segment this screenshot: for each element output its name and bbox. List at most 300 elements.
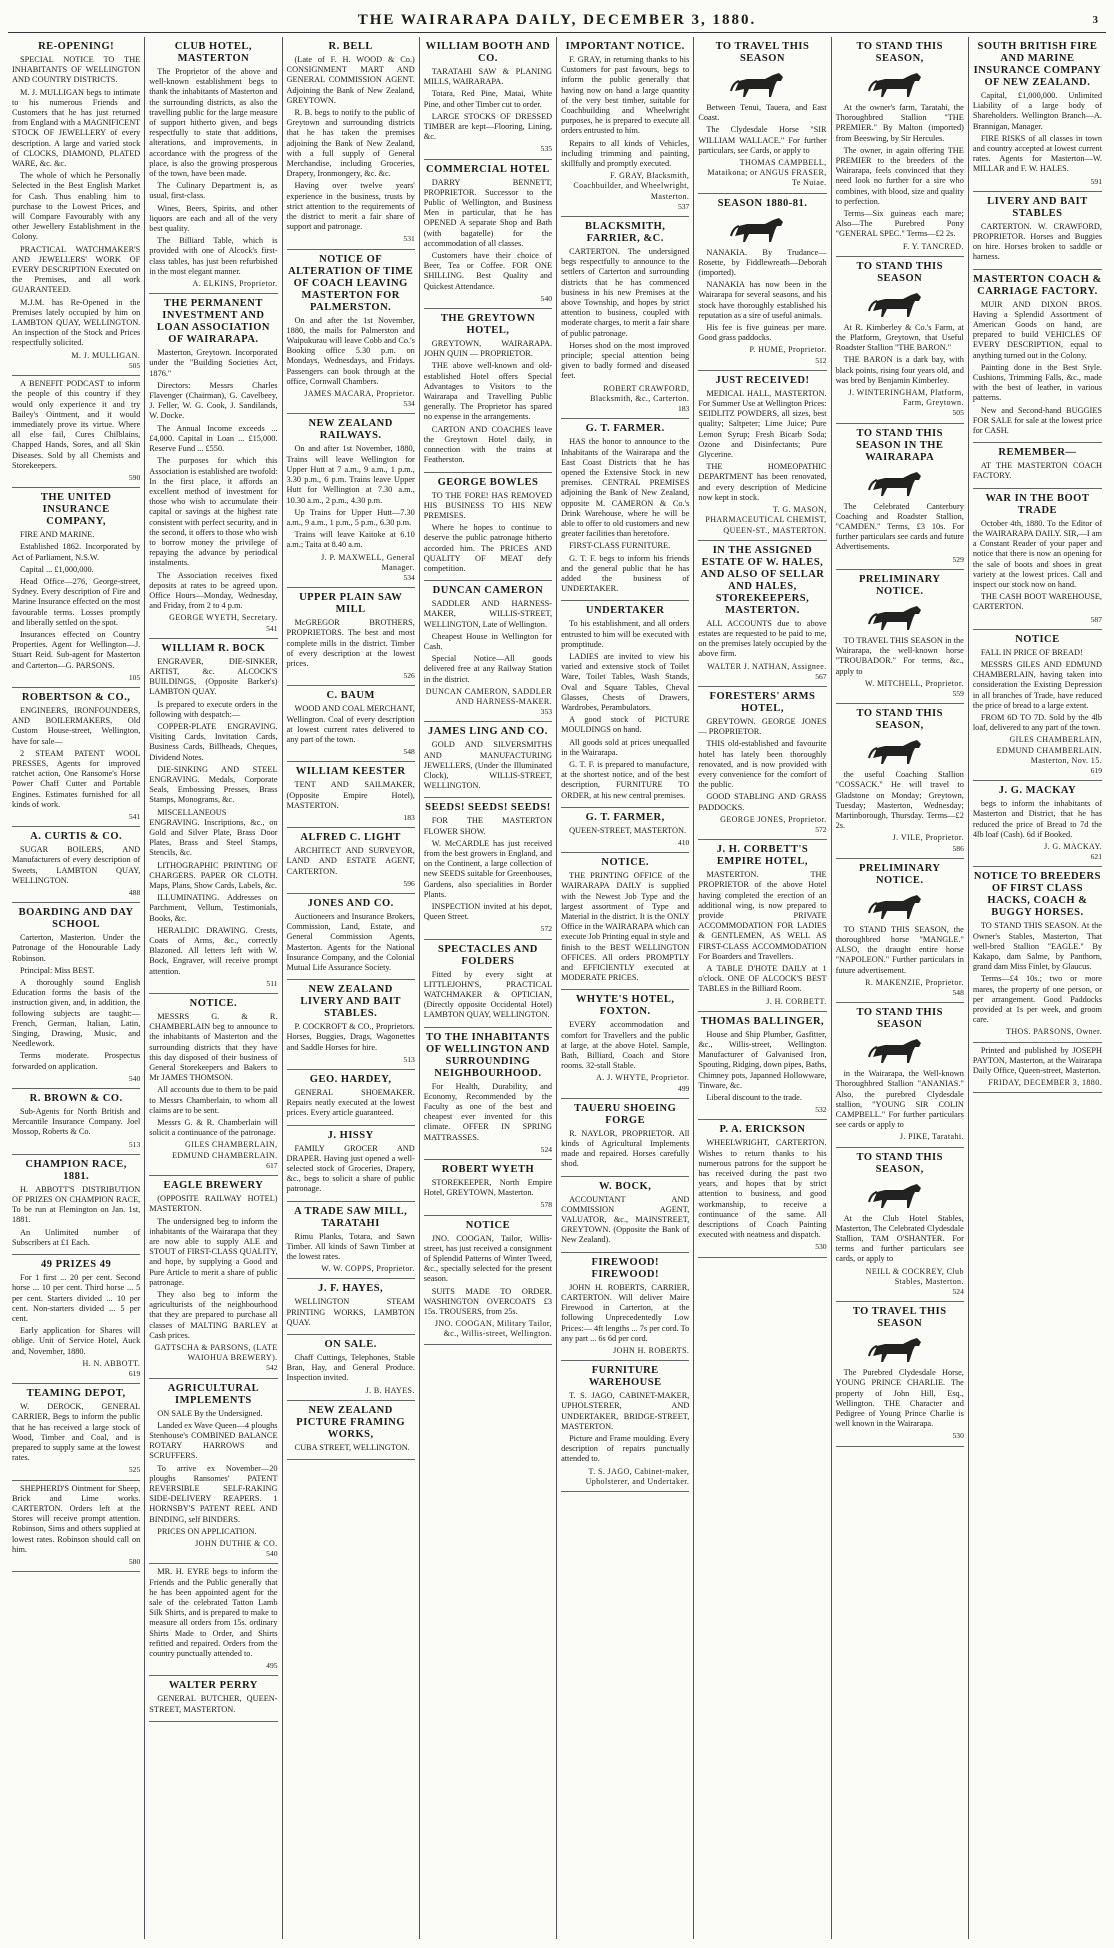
advertisement-heading: R. BELL bbox=[328, 41, 373, 52]
advertisement-text: SUITS MADE TO ORDER. WASHINGTON OVERCOATS £3 15s. TROUSERS, from 25s. bbox=[423, 1286, 553, 1317]
column-7 bbox=[832, 37, 969, 1939]
horse-illustration-icon bbox=[836, 1180, 964, 1210]
advertisement-heading: PRELIMINARY NOTICE. bbox=[858, 573, 941, 597]
advertisement-text: To his establishment, and all orders entrusted to him will be executed with promptitude. bbox=[561, 619, 690, 649]
advertisement-text: Masterton, Greytown. Incorporated under the "Building Societies Act, 1876." bbox=[149, 348, 278, 378]
advertisement bbox=[149, 639, 277, 994]
advertisement-text: in the Wairarapa, the Well-known Thoroughbred Stallion "ANANIAS." Also, the purebred Clydesdale stallion, "YOUNG SIR COLIN CAMPBELL." For further particulars see cards or apply to bbox=[835, 1069, 964, 1130]
advertisement-text: MISCELLANEOUS ENGRAVING. Inscriptions, &c., on Gold and Silver Plate, Brass Door Plates, Brass and Steel Stamps, Stencils, &c. bbox=[149, 807, 278, 858]
advertisement-heading: TEAMING DEPOT, bbox=[26, 1388, 126, 1400]
advertisement bbox=[561, 1177, 689, 1253]
advertisement-text: New and Second-hand BUGGIES FOR SALE for sale at the lowest price for CASH. bbox=[972, 405, 1102, 436]
advertisement-text: FIRE RISKS of all classes in town and country accepted at lowest current rates. Agents for Masterton—W. MILLAR and F. W. HALES. bbox=[972, 133, 1102, 174]
advertisement-text: G. T. F. begs to inform his friends and the general public that he has added the business of UNDERTAKER. bbox=[561, 553, 690, 594]
advertisement-text: October 4th, 1880. To the Editor of the WAIRARAPA DAILY. SIR,—I am a Constant Reader of your paper and notice that there is now an opening for the sale of boots and shoes in great variety at the lowest prices. Call and inspect our stock now on hand. bbox=[972, 518, 1102, 589]
advertisement-text: EVERY accommodation and comfort for Travellers and the public at large, at the above Hotel. Sample, Bath, Billiard, Coach and Store rooms. 32-stall Stable. bbox=[561, 1020, 690, 1071]
column-4 bbox=[420, 37, 557, 1939]
advertisement-signature: GEORGE JONES, Proprietor. bbox=[720, 814, 827, 824]
advertisement-heading: TO STAND THIS SEASON bbox=[856, 260, 943, 284]
advertisement-text: An Unlimited number of Subscribers at £1 Each. bbox=[12, 1227, 141, 1247]
advertisement bbox=[973, 867, 1102, 1042]
advertisement bbox=[12, 688, 140, 827]
advertisement-reference-number: 596 bbox=[403, 878, 415, 888]
advertisement bbox=[424, 1028, 552, 1160]
advertisement-text: W. McCARDLE has just received from the best growers in England, and on the Continent, a large collection of new SEEDS suitable for Greenhouses, Gardens, also specialities in Border Plants. bbox=[423, 838, 553, 899]
advertisement bbox=[698, 1012, 826, 1121]
advertisement-heading: SOUTH BRITISH FIRE AND MARINE INSURANCE COMPANY OF NEW ZEALAND. bbox=[973, 41, 1102, 88]
advertisement-heading: NOTICE. bbox=[601, 857, 649, 869]
advertisement-heading: GEORGE BOWLES bbox=[437, 476, 539, 488]
advertisement-text: The undersigned beg to inform the inhabitants of the Wairarapa that they are now able to supply ALE and STOUT of FIRST-CLASS QUALITY, and hope, by supplying a Good and Pure Article to merit a share of public patronage. bbox=[149, 1216, 278, 1287]
advertisement-signature: J. PIKE, Taratahi. bbox=[899, 1132, 964, 1142]
advertisement-heading: WHYTE'S HOTEL, FOXTON. bbox=[575, 994, 675, 1018]
advertisement-heading: ROBERTSON & CO., bbox=[21, 691, 131, 703]
advertisement-text: FIRE AND MARINE. bbox=[20, 530, 95, 540]
horse-illustration-icon bbox=[836, 1334, 964, 1364]
advertisement-heading: JAMES LING AND CO. bbox=[428, 726, 548, 738]
advertisement-text: House and Ship Plumber, Gasfitter, &c., Willis-street, Wellington. Manufacturer of Galvanised Iron, Spouting, Ridging, down pipes, Baths, Chimney pots, Japanned Hollowware, Tinware, &c. bbox=[698, 1029, 827, 1090]
advertisement-heading: TO STAND THIS SEASON, bbox=[856, 41, 943, 64]
advertisement-heading: WILLIAM KEESTER bbox=[295, 766, 406, 778]
advertisement-text: T. S. JAGO, CABINET-MAKER, UPHOLSTERER, AND UNDERTAKER, BRIDGE-STREET, MASTERTON. bbox=[561, 1391, 690, 1431]
advertisement-signature: T. G. MASON, PHARMACEUTICAL CHEMIST, QUEEN-ST., MASTERTON. bbox=[705, 505, 827, 535]
advertisement-reference-number: 537 bbox=[677, 201, 690, 211]
advertisement-text: PRICES ON APPLICATION. bbox=[157, 1526, 257, 1536]
advertisement-text: F. GRAY, in returning thanks to his Customers for past favours, begs to inform the public generally that having now on hand a large quantity of the very best timber, suitable for Coachbuilding and Wheelwright purposes, he is prepared to execute all orders entrusted to him. bbox=[561, 55, 690, 136]
advertisement-text: FROM 6D TO 7D. Sold by the 4lb loaf, delivered to any part of the town. bbox=[972, 712, 1102, 733]
advertisement-heading: PRELIMINARY NOTICE. bbox=[858, 862, 941, 886]
advertisement bbox=[424, 581, 552, 722]
advertisement-text: TENT AND SAILMAKER, (Opposite Empire Hotel), MASTERTON. bbox=[286, 780, 415, 810]
advertisement-text: TO THE FORE! HAS REMOVED HIS BUSINESS TO HIS NEW PREMISES. bbox=[423, 490, 553, 520]
advertisement-signature: ROBERT CRAWFORD, Blacksmith, &c., Carterton. bbox=[590, 383, 690, 403]
horse-illustration-icon bbox=[698, 69, 826, 99]
advertisement-text: CUBA STREET, WELLINGTON. bbox=[294, 1442, 410, 1452]
advertisement-reference-number: 513 bbox=[128, 1139, 141, 1149]
advertisement-text: For Health, Durability, and Economy, Recommended by the Faculty as one of the best and cheapest ever invented for this climate. OFFER IN SPRING MATTRASSES. bbox=[423, 1081, 553, 1142]
advertisement-reference-number: 353 bbox=[540, 707, 553, 717]
advertisement-heading: TAUERU SHOEING FORGE bbox=[574, 1102, 677, 1126]
advertisement-text: WELLINGTON STEAM PRINTING WORKS, LAMBTON QUAY. bbox=[286, 1297, 415, 1327]
advertisement-text: Cheapest House in Wellington for Cash. bbox=[423, 631, 553, 651]
advertisement-text: A good stock of PICTURE MOULDINGS on hand. bbox=[561, 715, 690, 735]
advertisement-text: Early application for Shares will oblige. Unit of Service Hotel, Auck and, November, 1880. bbox=[12, 1326, 141, 1356]
horse-illustration-icon bbox=[698, 214, 826, 244]
advertisement-signature: J. P. MAXWELL, General Manager. bbox=[321, 552, 415, 572]
advertisement-heading: J. F. HAYES, bbox=[318, 1283, 384, 1295]
advertisement-text: THIS old-established and favourite hotel has lately been thoroughly renovated, and is now provided with every convenience for the comfort of the public. bbox=[698, 739, 827, 790]
advertisement-heading: TO STAND THIS SEASON bbox=[856, 1007, 943, 1031]
advertisement-signature: T. S. JAGO, Cabinet-maker, Upholsterer, and Undertaker. bbox=[585, 1466, 690, 1486]
advertisement-signature: NEILL & COCKREY, Club Stables, Masterton. bbox=[865, 1266, 964, 1286]
advertisement-text: TO STAND THIS SEASON, the thoroughbred horse "MANGLE." ALSO, the draught entire horse "NAPOLEON." Further particulars in future advertisement. bbox=[835, 924, 964, 975]
advertisement bbox=[424, 309, 552, 472]
advertisement bbox=[287, 1401, 415, 1460]
advertisement-signature: J. G. MACKAY. bbox=[1044, 841, 1102, 851]
advertisement-text: MASTERTON. THE PROPRIETOR of the above Hotel having completed the erection of an additional wing, is now prepared to provide PRIVATE ACCOMMODATION FOR LADIES & GENTLEMEN, AS WELL AS FIRST-CLASS ACCOMMODATION For Boarders and Travellers. bbox=[698, 870, 827, 961]
advertisement-text: Messrs G. & R. Chamberlain will solicit a continuance of the patronage. bbox=[149, 1118, 278, 1138]
advertisement-text: STOREKEEPER, North Empire Hotel, GREYTOWN, Masterton. bbox=[423, 1178, 553, 1198]
advertisement-text: FIRST-CLASS FURNITURE. bbox=[569, 541, 671, 551]
advertisement-reference-number: 617 bbox=[266, 1160, 278, 1170]
advertisement-text: Trains will leave Kaitoke at 6.10 a.m.; Taita at 8.40 a.m. bbox=[286, 530, 415, 550]
advertisement-signature: R. MAKENZIE, Proprietor. bbox=[865, 977, 964, 987]
advertisement bbox=[287, 894, 415, 980]
advertisement-text: CARTON AND COACHES leave the Greytown Hotel daily, in connection with the trains at Featherston. bbox=[423, 424, 553, 465]
advertisement-reference-number: 548 bbox=[403, 747, 415, 757]
advertisement-text: McGREGOR BROTHERS, PROPRIETORS. The best and most complete mills in the district. Timber of every description at the lowest prices. bbox=[286, 618, 415, 668]
advertisement bbox=[836, 1302, 964, 1446]
advertisement-text: Picture and Frame moulding. Every description of repairs punctually attended to. bbox=[561, 1433, 690, 1464]
advertisement-text: MESSRS G. & R. CHAMBERLAIN beg to announce to the inhabitants of Masterton and the surrounding districts that they have this day disposed of their business of General Storekeepers and Bakers to Mr JAMES THOMSON. bbox=[149, 1012, 278, 1083]
advertisement-text: P. COCKROFT & CO., Proprietors. Horses, Buggies, Drags, Wagonettes and Saddle Horses for hire. bbox=[286, 1022, 415, 1052]
advertisement-text: JOHN H. ROBERTS, CARRIER, CARTERTON. Will deliver Maire Firewood in Carterton, at the following Unprecedentedly Low Prices:— 4ft lengths ... 7s per cord. To any part ... 6s 6d per cord. bbox=[561, 1282, 690, 1343]
advertisement bbox=[698, 541, 826, 687]
advertisement bbox=[149, 1379, 277, 1565]
advertisement-text: To arrive ex November—20 ploughs Ransomes' PATENT REVERSIBLE SELF-RAKING SIDE-DELIVERY REAPERS. 1 HORNSBY'S PATENT REEL AND BINDING, self BINDERS. bbox=[149, 1463, 278, 1524]
advertisement bbox=[287, 762, 415, 828]
advertisement bbox=[561, 853, 689, 990]
advertisement-text: The purposes for which this Association is established are twofold: In the first place, it affords an excellent method of investment for those who wish to accumulate their capital or savings at the highest rate consistent with perfect security, and in the second, it offers to those who wish to borrow money the privilege of repaying the advance by periodical instalments. bbox=[149, 456, 278, 568]
advertisement bbox=[698, 371, 826, 541]
advertisement-text: FOR THE MASTERTON FLOWER SHOW. bbox=[423, 816, 553, 836]
advertisement-text: At the Club Hotel Stables, Masterton, The Celebrated Clydesdale Stallion, TAM O'SHANTER. For terms and further particulars see cards, or apply to bbox=[835, 1213, 964, 1264]
advertisement-text: The Annual Income exceeds ... £4,000. Capital in Loan ... £15,000. Reserve Fund ... £550. bbox=[149, 423, 278, 454]
advertisement-text: H. ABBOTT'S DISTRIBUTION OF PRIZES ON CHAMPION RACE, To be run at Flemington on Jan. 1st, 1881. bbox=[12, 1184, 141, 1225]
advertisement-reference-number: 590 bbox=[128, 472, 141, 482]
masthead-title: THE WAIRARAPA DAILY, DECEMBER 3, 1880. bbox=[357, 11, 757, 28]
advertisement-text: COPPER-PLATE ENGRAVING. Visiting Cards, Invitation Cards, Business Cards, Billheads, Cheques, Dividend Notes. bbox=[149, 721, 278, 762]
advertisement-reference-number: 541 bbox=[128, 812, 141, 821]
advertisement-reference-number: 586 bbox=[952, 843, 964, 853]
advertisement-text: Liberal discount to the trade. bbox=[706, 1093, 802, 1103]
advertisement-signature: THOMAS CAMPBELL, Mataikona; or ANGUS FRASER, Te Nuiae. bbox=[707, 158, 827, 188]
advertisement-heading: NOTICE OF ALTERATION OF TIME OF COACH LEAVING MASTERTON FOR PALMERSTON. bbox=[288, 253, 414, 313]
advertisement-text: GENERAL SHOEMAKER. Repairs neatly executed at the lowest prices. Every article guaranteed. bbox=[286, 1088, 415, 1118]
advertisement bbox=[424, 722, 552, 798]
advertisement-signature: JNO. COOGAN, Military Tailor, &c., Willis-street, Wellington. bbox=[434, 1319, 553, 1339]
advertisement-signature: J. H. CORBETT. bbox=[766, 996, 827, 1006]
advertisement-text: the useful Coaching Stallion "COSSACK." He will travel to Gladstone on Monday; Greytown, Tuesday; Masterton, Wednesday; Martinborough, Thursday. Terms—£2 2s. bbox=[835, 770, 964, 831]
advertisement-text: Where he hopes to continue to deserve the public patronage hitherto accorded him. The PRICES AND QUALITY OF MEAT defy competition. bbox=[423, 523, 553, 573]
advertisement-text: The owner, in again offering THE PREMIER to the breeders of the Wairarapa, feels convinced that they need look no further for a sire who combines, with blood, size and quality to perfection. bbox=[835, 145, 964, 206]
advertisement-text: ARCHITECT AND SURVEYOR, LAND AND ESTATE AGENT, CARTERTON. bbox=[286, 846, 415, 876]
advertisement-reference-number: 511 bbox=[266, 978, 278, 988]
advertisement-text: The Celebrated Canterbury Coaching and Roadster Stallion, "CAMDEN." Terms, £3 10s. For further particulars see cards and future Advertisements. bbox=[835, 501, 964, 552]
advertisement-text: LARGE STOCKS OF DRESSED TIMBER are kept—Flooring, Lining, &c. bbox=[423, 111, 553, 142]
advertisement-reference-number: 572 bbox=[815, 824, 827, 834]
advertisement-signature: JOHN DUTHIE & CO. bbox=[195, 1538, 278, 1548]
advertisement bbox=[561, 1253, 689, 1361]
advertisement-text: TO TRAVEL THIS SEASON in the Wairarapa, the well-known horse "TROUBADOR." For terms, &c., apply to bbox=[835, 635, 964, 676]
advertisement-text: HERALDIC DRAWING. Crests, Coats of Arms, &c., correctly Blazoned. All letters left with W. Bock, Engraver, will receive prompt attention. bbox=[149, 925, 278, 976]
advertisement-heading: BOARDING AND DAY SCHOOL bbox=[18, 907, 134, 931]
horse-illustration-icon bbox=[836, 289, 964, 319]
advertisement-signature: A. ELKINS, Proprietor. bbox=[192, 279, 278, 289]
advertisement-heading: COMMERCIAL HOTEL bbox=[426, 163, 550, 175]
advertisement-reference-number: 548 bbox=[952, 987, 964, 997]
advertisement-text: His fee is five guineas per mare. Good grass paddocks. bbox=[698, 323, 827, 343]
advertisement-heading: TO THE INHABITANTS OF WELLINGTON AND SURROUNDING NEIGHBOURHOOD. bbox=[425, 1031, 550, 1079]
advertisement-text: A TABLE D'HOTE DAILY at 1 o'clock. ONE OF ALCOCK'S BEST TABLES in the Billiard Room. bbox=[698, 963, 827, 994]
advertisement-text: TO STAND THIS SEASON. At the Owner's Stables, Masterton, That well-bred Stallion "EAGLE." By Kakapo, dam Salme, by Panthorn, grand dam Miss Finlet, by Glaucus. bbox=[972, 921, 1102, 972]
advertisement bbox=[561, 601, 689, 807]
advertisement bbox=[424, 798, 552, 939]
advertisement bbox=[287, 414, 415, 588]
advertisement-signature: J. VILE, Proprietor. bbox=[892, 833, 964, 843]
advertisement-signature: A. J. WHYTE, Proprietor. bbox=[596, 1073, 690, 1083]
advertisement-heading: W. BOCK, bbox=[599, 1180, 652, 1192]
advertisement-text: WHEELWRIGHT, CARTERTON. Wishes to return thanks to his numerous patrons for the support he has received during the past two years, and hopes that by strict attention to business, and good workmanship, to receive a continuance of the same. All descriptions of Coach Painting executed with neatness and dispatch. bbox=[698, 1138, 827, 1240]
advertisement bbox=[836, 1003, 964, 1147]
advertisement-heading: J. HISSY bbox=[327, 1129, 374, 1141]
advertisement-text: The Proprietor of the above and well-known establishment begs to thank the inhabitants of Masterton and the surrounding districts, as also the travelling public for the large measure of support hitherto given, and begs respectfully to state that additions, alterations, and improvements, in accordance with the progress of the place, is also the growing prosperous of the town, have been made. bbox=[149, 67, 278, 179]
advertisement-text: Landed ex Wave Queen—4 ploughs Stenhouse's COMBINED BALANCE ROTARY HARROWS and SCRUFFERS. bbox=[149, 1420, 278, 1461]
column-1 bbox=[8, 37, 145, 1939]
advertisement-heading: DUNCAN CAMERON bbox=[432, 585, 544, 597]
advertisement-text: Capital ... £1,000,000. bbox=[20, 564, 94, 574]
advertisement-text: A thoroughly sound English Education forms the basis of the instruction given, and, in addition, the following subjects are taught:—French, German, Italian, Latin, Singing, Drawing, Music, and Needlework. bbox=[12, 978, 141, 1049]
advertisement-heading: TO STAND THIS SEASON, bbox=[856, 708, 943, 732]
advertisement-heading: UPPER PLAIN SAW MILL bbox=[299, 592, 403, 616]
horse-illustration-icon bbox=[836, 891, 964, 921]
advertisement bbox=[12, 1384, 140, 1480]
advertisement-text: For 1 first ... 20 per cent. Second horse ... 10 per cent. Third horse ... 5 per cent. Starters divided ... 10 per cent. Non-starters divided ... 5 per cent. bbox=[12, 1273, 141, 1323]
advertisement-text: THE BARON is a dark bay, with black points, rising four years old, and was bred by Benjamin Kimberley. bbox=[835, 355, 964, 385]
advertisement bbox=[149, 1676, 277, 1721]
advertisement-text: A BENEFIT PODCAST to inform the people of this country if they would only experience it and try Bailey's Ointment, and it would immediately prove its virtue. Where all else fail, Cures Chilblains, Chapped Hands, Sores, and all Skin Diseases. Sold by all Chemists and Storekeepers. bbox=[12, 379, 141, 470]
advertisement-signature: DUNCAN CAMERON, SADDLER AND HARNESS-MAKER. bbox=[425, 686, 553, 706]
advertisement-signature: JOHN H. ROBERTS. bbox=[613, 1345, 690, 1355]
advertisement-heading: MASTERTON COACH & CARRIAGE FACTORY. bbox=[973, 273, 1102, 297]
advertisement bbox=[698, 1120, 826, 1257]
advertisement bbox=[287, 686, 415, 762]
advertisement-reference-number: 530 bbox=[815, 1242, 827, 1252]
masthead bbox=[8, 8, 1106, 33]
advertisement bbox=[973, 781, 1102, 867]
advertisement-reference-number: 534 bbox=[403, 572, 415, 582]
advertisement bbox=[561, 37, 689, 217]
advertisement-text: Chaff Cuttings, Telephones, Stable Bran, Hay, and General Produce. Inspection invited. bbox=[286, 1353, 415, 1383]
advertisement-text: (OPPOSITE RAILWAY HOTEL) MASTERTON. bbox=[149, 1194, 278, 1214]
advertisement-heading: WILLIAM BOOTH AND CO. bbox=[425, 41, 551, 64]
advertisement-heading: TO STAND THIS SEASON IN THE WAIRARAPA bbox=[856, 427, 944, 463]
advertisement-text: CARTERTON. W. CRAWFORD, PROPRIETOR. Horses and Buggies on hire. Horses broken to saddle or harness. bbox=[972, 221, 1102, 262]
advertisement-text: Directors: Messrs Charles Flavenger (Chairman), G. Cavelbeey, J. Feller, W. G. Cook, J. Sandilands, W. Docke. bbox=[149, 380, 278, 421]
advertisement-signature: GEORGE WYETH, Secretary. bbox=[169, 613, 278, 623]
advertisement-text: Between Tenui, Tauera, and East Coast. bbox=[698, 103, 827, 123]
advertisement-heading: UNDERTAKER bbox=[585, 605, 665, 617]
advertisement-text: JNO. COOGAN, Tailor, Willis-street, has just received a consignment of Splendid Patterns of Winter Tweed, &c., specially selected for the present season. bbox=[423, 1233, 553, 1284]
advertisement-text: At R. Kimberley & Co.'s Farm, at the Platform, Greytown, that Useful Roadster Stallion "THE BARON." bbox=[835, 322, 964, 353]
advertisement-heading: G. T. FARMER. bbox=[585, 423, 665, 435]
column-5 bbox=[557, 37, 694, 1939]
advertisement bbox=[698, 37, 826, 194]
advertisement-text: R. B. begs to notify to the public of Greytown and surrounding districts that he has taken the premises adjoining the Bank of New Zealand, with a full supply of General Merchandise, including Groceries, Drapery, Ironmongery, &c. &c. bbox=[286, 108, 415, 179]
advertisement bbox=[287, 980, 415, 1070]
advertisement-text: W. DEROCK, GENERAL CARRIER, Begs to inform the public that he has received a large stock of Wood, Timber and Coal, and is prepared to supply same at the lowest rates. bbox=[12, 1402, 141, 1463]
advertisement-reference-number: 524 bbox=[540, 1144, 553, 1154]
advertisement-heading: NEW ZEALAND LIVERY AND BAIT STABLES. bbox=[300, 984, 401, 1020]
advertisement-text: ENGINEERS, IRONFOUNDERS, AND BOILERMAKERS, Old Custom House-street, Wellington, have for sale— bbox=[12, 705, 141, 746]
advertisement-text: The Association receives fixed deposits at rates to be agreed upon. Office Hours—Monday, Wednesday, and Friday, from 2 to 4 p.m. bbox=[149, 570, 278, 611]
advertisement-text: ENGRAVER, DIE-SINKER, ARTIST, &c. ALCOCK'S BUILDINGS, (Opposite Barker's) LAMBTON QUAY. bbox=[149, 656, 278, 697]
advertisement bbox=[287, 828, 415, 894]
advertisement bbox=[836, 704, 964, 859]
horse-illustration-icon bbox=[836, 602, 964, 632]
advertisement bbox=[12, 1089, 140, 1155]
advertisement-heading: REMEMBER— bbox=[998, 447, 1077, 459]
advertisement-text: THE PRINTING OFFICE of the WAIRARAPA DAILY is supplied with the Newest Job Type and the largest assortment of Type and Material in the district. It is the ONLY Office in the WAIRARAPA which can execute Job Printing equal in style and finish to the BEST WELLINGTON OFFICES. All orders PROMPTLY and EFFICIENTLY executed at MODERATE PRICES. bbox=[561, 871, 690, 983]
advertisement-reference-number: 531 bbox=[403, 234, 415, 244]
advertisement-text: DIE-SINKING AND STEEL ENGRAVING. Medals, Corporate Seals, Embossing Presses, Brass Stamps, Monograms, &c. bbox=[149, 764, 278, 805]
advertisement-reference-number: 505 bbox=[952, 408, 964, 418]
advertisement-heading: FORESTERS' ARMS HOTEL, bbox=[709, 690, 816, 714]
advertisement-heading: A. CURTIS & CO. bbox=[30, 831, 123, 843]
advertisement bbox=[12, 488, 140, 688]
advertisement-text: begs to inform the inhabitants of Masterton and District, that he has reduced the price of Bread to 7d the 4lb loaf (Cash). 6d if Booked. bbox=[972, 799, 1102, 839]
advertisement-text: PRACTICAL WATCHMAKER'S AND JEWELLERS' WORK OF EVERY DESCRIPTION Executed on the Premises, and all work GUARANTEED. bbox=[12, 244, 141, 295]
advertisement-heading: BLACKSMITH, FARRIER, &C. bbox=[584, 221, 666, 245]
advertisement-text: Terms moderate. Prospectus forwarded on application. bbox=[12, 1051, 141, 1071]
page-number: 3 bbox=[1092, 14, 1100, 26]
advertisement-text: Sub-Agents for North British and Mercantile Insurance Company. Joel Mossop, Roberts & Co. bbox=[12, 1107, 141, 1137]
advertisement-text: DARRY BENNETT, PROPRIETOR. Successor to the Public of Wellington, and Business Men in particular, that he has OPENED A separate Shop and Bath (with bagatelle) for the accommodation of all classes. bbox=[423, 177, 553, 248]
column-2 bbox=[145, 37, 282, 1939]
advertisement-heading: TO TRAVEL THIS SEASON bbox=[715, 41, 810, 64]
advertisement bbox=[836, 1148, 964, 1303]
advertisement-text: Up Trains for Upper Hutt—7.30 a.m., 9 a.m., 1 p.m., 5 p.m., 6.30 p.m. bbox=[286, 507, 415, 527]
advertisement bbox=[424, 160, 552, 309]
advertisement-text: M. J. MULLIGAN begs to intimate to his numerous Friends and Customers that he has just returned from England with a MAGNIFICENT STOCK OF JEWELLERY of every description. A large and varied stock of CLOCKS, DIAMOND, PLATED WARE, &c. &c. bbox=[12, 87, 141, 169]
advertisement bbox=[973, 270, 1102, 444]
advertisement-heading: JONES AND CO. bbox=[307, 897, 394, 909]
advertisement-text: GENERAL BUTCHER, QUEEN-STREET, MASTERTON. bbox=[149, 1694, 278, 1714]
advertisement-text: The Clydesdale Horse "SIR WILLIAM WALLACE." For further particulars, see Cards, or apply to bbox=[698, 125, 827, 155]
advertisement bbox=[836, 424, 964, 570]
advertisement bbox=[287, 1202, 415, 1280]
advertisement-heading: GEO. HARDEY, bbox=[309, 1074, 392, 1086]
horse-illustration-icon bbox=[836, 736, 964, 766]
advertisement-text: On and after the 1st November, 1880, the mails for Palmerston and Waipukurau will leave Cobb and Co.'s Booking office 5.30 p.m. on Mondays, Wednesdays, and Fridays. Passengers can book through at the office, Cornwall Chambers. bbox=[286, 315, 415, 386]
advertisement-text: Rimu Planks, Totara, and Sawn Timber. All kinds of Sawn Timber at the lowest rates. bbox=[286, 1231, 415, 1262]
advertisement-text: ACCOUNTANT AND COMMISSION AGENT, VALUATOR, &c., MAINSTREET, GREYTOWN. (Opposite the Bank of New Zealand). bbox=[561, 1194, 690, 1245]
advertisement-text: GOOD STABLING AND GRASS PADDOCKS. bbox=[698, 792, 827, 812]
advertisement bbox=[561, 1099, 689, 1177]
advertisement-text: LITHOGRAPHIC PRINTING OF CHARGERS. PAPER OR CLOTH. Maps, Plans, Show Cards, Labels, &c. bbox=[149, 860, 278, 891]
advertisement-reference-number: 183 bbox=[403, 812, 415, 822]
advertisement bbox=[973, 489, 1102, 630]
advertisement-reference-number: 540 bbox=[266, 1549, 278, 1559]
advertisement-text: Wines, Beers, Spirits, and other liquors are each and all of the very best quality. bbox=[149, 203, 278, 234]
advertisement-text: ON SALE By the Undersigned. bbox=[157, 1408, 263, 1418]
advertisement-text: Repairs to all kinds of Vehicles, including trimming and painting, skillfully and promptly executed. bbox=[561, 138, 690, 169]
advertisement-text: The Billiard Table, which is provided with one of Alcock's first-class tables, has just been refurbished in the most elegant manner. bbox=[149, 236, 278, 276]
advertisement bbox=[287, 588, 415, 686]
advertisement-text: WOOD AND COAL MERCHANT, Wellington. Coal of every description at lowest current rates delivered to any part of the town. bbox=[286, 704, 415, 744]
advertisement-heading: C. BAUM bbox=[326, 690, 375, 702]
advertisement-text: GOLD AND SILVERSMITHS AND MANUFACTURING JEWELLERS, (Under the Illuminated Clock), WILLIS-STREET, WELLINGTON. bbox=[423, 740, 553, 791]
advertisement-reference-number: 619 bbox=[128, 1368, 141, 1378]
advertisement-text: LADIES are invited to view his varied and extensive stock of Toilet Ware, Toilet Tables, Wash Stands, Oval and Square Tables, Cheval Glasses, Chests of Drawers, Wardrobes, Perambulators. bbox=[561, 651, 690, 712]
advertisement-signature: P. HUME, Proprietor. bbox=[749, 345, 827, 355]
advertisement-text: Special Notice—All goods delivered free at any Railway Station in the district. bbox=[423, 654, 553, 684]
advertisement-heading: AGRICULTURAL IMPLEMENTS bbox=[167, 1382, 260, 1406]
advertisement bbox=[698, 840, 826, 1012]
advertisement-text: TARATAHI SAW & PLANING MILLS, WAIRARAPA. bbox=[423, 67, 553, 87]
advertisement bbox=[561, 1361, 689, 1492]
advertisement-reference-number: 512 bbox=[815, 355, 827, 365]
advertisement-text: FAMILY GROCER AND DRAPER. Having just opened a well-selected stock of Groceries, Drapery, &c., begs to solicit a share of public patronage. bbox=[286, 1143, 415, 1194]
advertisement-text: The Purebred Clydesdale Horse, YOUNG PRINCE CHARLIE. The property of John Hill, Esq., Wellington. THE Character and Pedigree of Young Prince Charlie is well known in the Wairarapa. bbox=[835, 1368, 964, 1429]
advertisement-text: Horses shod on the most improved principle; special attention being given to badly formed and diseased feet. bbox=[561, 340, 690, 381]
advertisement-heading: THE PERMANENT INVESTMENT AND LOAN ASSOCIATION OF WAIRARAPA. bbox=[156, 298, 270, 346]
advertisement-reference-number: 534 bbox=[403, 399, 415, 409]
advertisement-text: NANAKIA. By Trudance—Rosette, by Fiddlewreath—Deborah (imported). bbox=[698, 247, 827, 278]
advertisement-text: Auctioneers and Insurance Brokers, Commission, Land, Estate, and General Commission Agents, Masterton. Agents for the National Insurance Company, and the Colonial Mutual Life Assurance Society. bbox=[286, 911, 415, 972]
advertisement bbox=[424, 37, 552, 160]
advertisement-heading: IMPORTANT NOTICE. bbox=[565, 41, 685, 52]
advertisement bbox=[149, 37, 277, 294]
advertisement-text: R. NAYLOR, PROPRIETOR. All kinds of Agricultural Implements made and repaired. Horses carefully shod. bbox=[561, 1128, 690, 1169]
advertisement-reference-number: 541 bbox=[266, 623, 278, 633]
advertisement-heading: TO TRAVEL THIS SEASON bbox=[852, 1306, 947, 1330]
advertisement bbox=[836, 37, 964, 257]
advertisement-text: SPECIAL NOTICE TO THE INHABITANTS OF WELLINGTON AND COUNTRY DISTRICTS. bbox=[12, 55, 141, 85]
advertisement bbox=[149, 994, 277, 1176]
advertisement-reference-number: 559 bbox=[952, 688, 964, 698]
advertisement-reference-number: 529 bbox=[952, 554, 964, 564]
advertisement bbox=[12, 1255, 140, 1384]
advertisement-signature: WALTER J. NATHAN, Assignee. bbox=[707, 661, 827, 671]
advertisement-heading: CHAMPION RACE, 1881. bbox=[25, 1158, 127, 1182]
column-6 bbox=[694, 37, 831, 1939]
advertisement-heading: IN THE ASSIGNED ESTATE OF W. HALES, AND ALSO OF SELLAR AND HALES, STOREKEEPERS, MASTERTON. bbox=[700, 544, 825, 616]
advertisement-text: THE HOMEOPATHIC DEPARTMENT has been renovated, and every description of Medicine now kept in stock. bbox=[698, 462, 827, 502]
advertisement-text: M.J.M. has Re-Opened in the Premises lately occupied by him on LAMBTON QUAY, WELLINGTON. An inspection of the Stock and Prices respectfully solicited. bbox=[12, 297, 141, 348]
advertisement-reference-number: 580 bbox=[128, 1556, 141, 1566]
advertisement bbox=[12, 37, 140, 376]
advertisement-text: All accounts due to them to be paid to Messrs Chamberlain, to whom all claims are to be sent. bbox=[149, 1085, 278, 1115]
advertisement-heading: FURNITURE WAREHOUSE bbox=[588, 1365, 662, 1389]
advertisement-text: Is prepared to execute orders in the following with despatch:— bbox=[149, 699, 278, 719]
advertisement-heading: CLUB HOTEL, MASTERTON bbox=[174, 41, 253, 64]
advertisement-signature: GILES CHAMBERLAIN, EDMUND CHAMBERLAIN. bbox=[172, 1140, 278, 1160]
advertisement-heading: ON SALE. bbox=[324, 1339, 377, 1351]
horse-illustration-icon bbox=[836, 69, 964, 99]
advertisement bbox=[12, 1481, 140, 1573]
advertisement bbox=[287, 250, 415, 415]
advertisement-reference-number: 526 bbox=[403, 671, 415, 681]
advertisement-reference-number: 524 bbox=[952, 1287, 964, 1296]
advertisement-text: Established 1862. Incorporated by Act of Parliament, N.S.W. bbox=[12, 542, 141, 562]
advertisement-reference-number: 591 bbox=[1090, 176, 1102, 186]
advertisement-text: Head Office—276, George-street, Sydney. Every description of Fire and Marine Insurance effected on the most favourable terms. Losses promptly and liberally settled on the spot. bbox=[12, 576, 141, 627]
advertisement bbox=[424, 1160, 552, 1216]
advertisement-signature: J. WINTERINGHAM, Platform, Farm, Greytown. bbox=[848, 388, 964, 408]
advertisement-heading: J. G. MACKAY bbox=[998, 785, 1077, 797]
advertisement-text: THE CASH BOOT WAREHOUSE, CARTERTON. bbox=[972, 592, 1102, 612]
advertisement-heading: J. H. CORBETT'S EMPIRE HOTEL, bbox=[716, 844, 809, 868]
advertisement-heading: SPECTACLES AND FOLDERS bbox=[437, 943, 538, 967]
advertisement-reference-number: 567 bbox=[815, 671, 827, 681]
advertisement bbox=[973, 630, 1102, 781]
advertisement-reference-number: 488 bbox=[128, 888, 141, 898]
advertisement-text: Terms—Six guineas each mare; Also—The Purebred Pony "GENERAL SPEC." Terms—£2 2s. bbox=[835, 209, 964, 239]
advertisement-text: Capital, £1,000,000. Unlimited Liability of a large body of Shareholders. Wellington Branch—A. Brannigan, Manager. bbox=[972, 91, 1102, 131]
advertisement-reference-number: 587 bbox=[1090, 614, 1102, 624]
advertisement-text: Painting done in the Best Style. Cushions, Trimming Falls, &c., made with the best of leather, in various patterns. bbox=[972, 362, 1102, 403]
